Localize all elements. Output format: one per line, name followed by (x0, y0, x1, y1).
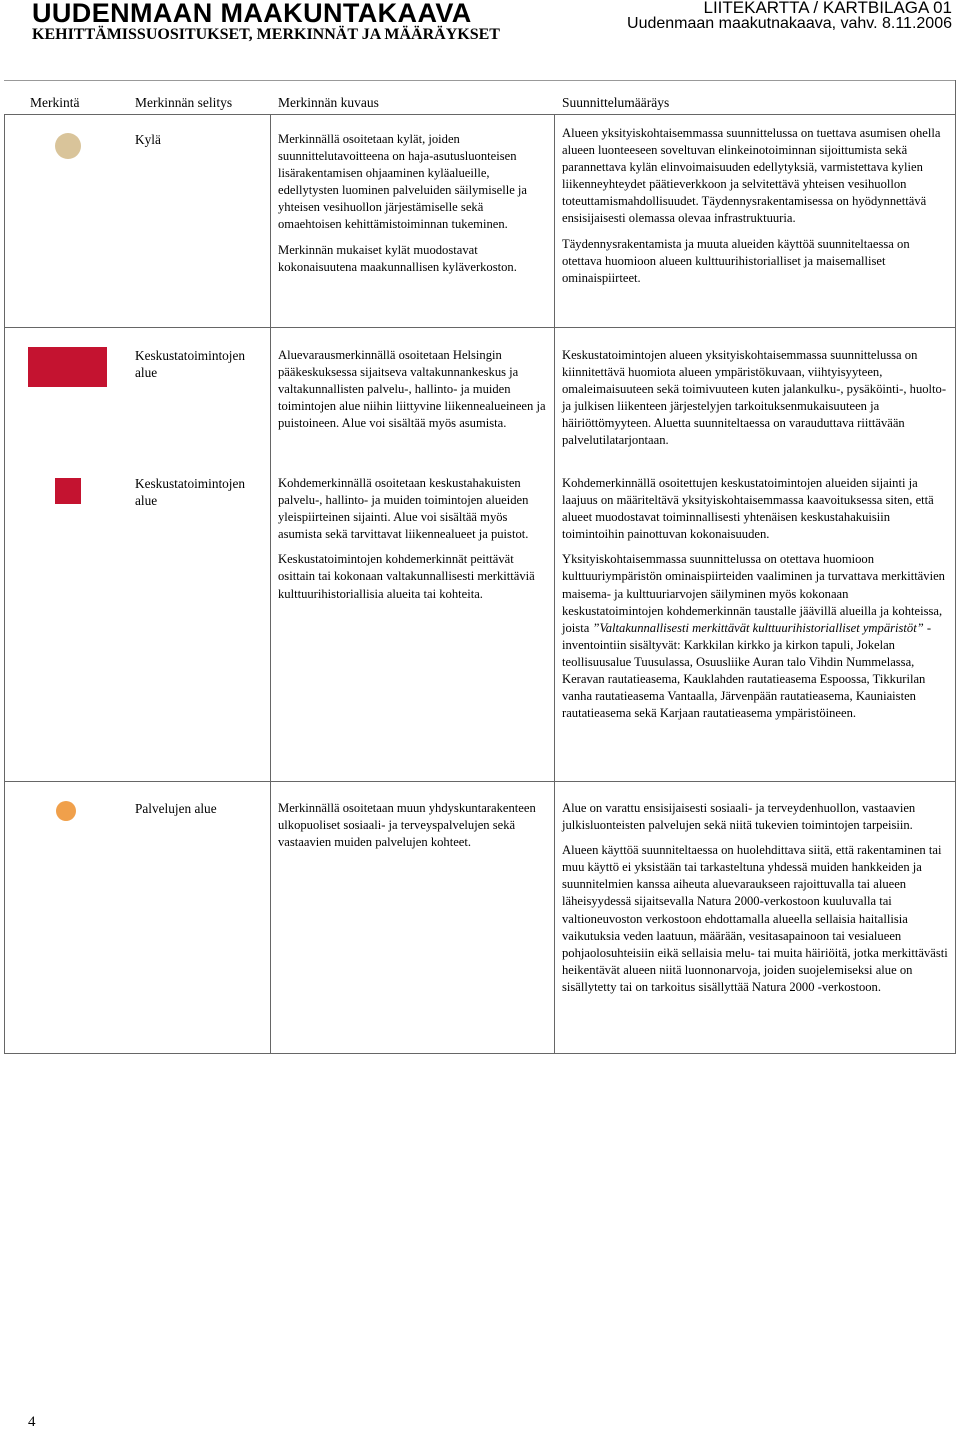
regulation-paragraph: Alueen käyttöä suunniteltaessa on huolehdittava siitä, että rakentaminen tai muu käyttö ei yksistään tai tarkasteltuna yhdessä muiden hankkeiden ja suunnitelmien kanssa aiheuta aluevaraukseen rajoittuvalla tai alueen läheisyydessä sijaitsevalla Natura 2000-verkostoon kuuluvalla tai valtioneuvoston verkostoon ehdottamalla alueella sellaisia haitallisia vaikutuksia veden laatuun, määrään, vesitasapainoon tai vesialueen pohjaolosuhteisiin eikä sellaisia melu- tai muita häiriöitä, jotka merkittävästi heikentävät alueen niitä luonnonarvoja, joiden suojelemiseksi alue on sisällytetty tai on tarkoitus sisällyttää Natura 2000 -verkostoon. (562, 843, 948, 994)
column-divider (4, 114, 5, 1054)
regulation-paragraph: Täydennysrakentamista ja muuta alueiden käyttöä suunniteltaessa on otettava huomioon alueen kulttuurihistorialliset ja maisemalliset ominaispiirteet. (562, 236, 910, 285)
village-symbol (55, 133, 81, 159)
table-bottom-border (4, 1053, 956, 1054)
central-functions-area-symbol (28, 347, 107, 387)
row-regulation-keskusta-area (562, 347, 948, 458)
description-paragraph: Merkinnällä osoitetaan muun yhdyskuntarakenteen ulkopuoliset sosiaali- ja terveyspalvelujen sekä vastaavien muiden palvelujen kohteet. (278, 801, 536, 850)
regulation-paragraph: Alue on varattu ensisijaisesti sosiaali- ja terveydenhuollon, vastaavien julkisluonteisten palvelujen sekä niitä tukevien toimintojen tarpeisiin. (562, 801, 916, 833)
document-title: UUDENMAAN MAAKUNTAKAAVA (32, 0, 472, 28)
regulation-paragraph: Alueen yksityiskohtaisemmassa suunnittelussa on tuettava asumisen ohella alueen luonteeseen soveltuvan elinkeinotoiminnan sijoittumista sekä parannettava kylän elinvoimaisuuden edellytyksiä, varmistettava kylien liikenneyhteydet päätieverkkoon ja selvitettävä yhteisen vesihuollon toteuttamismahdollisuudet. Täydennysrakentamisessa on hyödynnettävä ensisijaisesti olemassa olevaa infrastruktuuria. (562, 126, 941, 226)
column-divider (270, 114, 271, 1054)
row-regulation-palvelut (562, 800, 948, 1004)
row-description-kyla (278, 131, 550, 284)
description-paragraph: Kohdemerkinnällä osoitetaan keskustahakuisten palvelu-, hallinto- ja muiden toimintojen alueiden yleispiirteinen sijainti. Alue voi sisältää myös asumista sekä tarvittavat liikennealueet ja puistot. (278, 476, 529, 542)
page-number: 4 (28, 1414, 36, 1430)
column-header-maarays: Suunnittelumääräys (562, 95, 670, 110)
row-label-palvelut: Palvelujen alue (135, 801, 217, 816)
description-paragraph: Aluevarausmerkinnällä osoitetaan Helsingin pääkeskuksessa sijaitseva valtakunnankeskus ja valtakunnallisten palvelu-, hallinto- ja muiden toimintojen alue niihin liittyvine liikennealueineen ja puistoineen. Alue voi sisältää myös asumista. (278, 348, 546, 431)
regulation-paragraph: Keskustatoimintojen alueen yksityiskohtaisemmassa suunnittelussa on kiinnitettävä huomiota alueen ympäristökuvaan, viihtyisyyteen, omaleimaisuuteen sekä toimivuuteen kuten jalankulku-, pysäköinti-, huolto- ja julkisen liikenteen järjestelyjen tarkoituksenmukaisuuteen ja häiriöttömyyteen. Aluetta suunniteltaessa on varauduttava riittävään palvelutilatarjontaan. (562, 348, 947, 448)
regulation-italic-reference: ”Valtakunnallisesti merkittävät kulttuurihistorialliset ympäristöt” (592, 620, 924, 635)
central-functions-point-symbol (55, 478, 81, 504)
column-header-merkinta: Merkintä (30, 95, 80, 110)
regulation-text: - inventointiin sisältyvät: Karkkilan kirkko ja kirkon tapuli, Jokelan teollisuusalue Tuusulassa, Osuusliike Auran talo Vihdin Nummelassa, Keravan rautatieasema, Kauklahden rautatieasema Espoossa, Tikkurilan vanha rautatieasema Vantaalla, Järvenpään rautatieasema, Kauniaisten rautatieasema sekä Karjaan rautatieasema ympäristöineen. (562, 620, 932, 721)
table-top-border (4, 80, 956, 81)
row-divider (4, 781, 956, 782)
row-regulation-kyla (562, 125, 948, 295)
plan-reference: Uudenmaan maakutnakaava, vahv. 8.11.2006 (627, 15, 952, 32)
column-divider (554, 114, 555, 1054)
description-paragraph: Merkinnän mukaiset kylät muodostavat kokonaisuutena maakunnallisen kyläverkoston. (278, 242, 517, 274)
appendix-reference: LIITEKARTTA / KARTBILAGA 01 (703, 0, 952, 17)
row-label-keskusta-area: Keskustatoimintojen alue (135, 348, 246, 380)
column-divider (955, 80, 956, 1054)
header-underline (4, 114, 956, 115)
description-paragraph: Merkinnällä osoitetaan kylät, joiden suunnittelutavoitteena on haja-asutusluonteisen lisärakentamisen ohjaaminen kyläalueille, edellytysten luominen palveluiden säilymiselle ja yhteisen vesihuollon järjestämiselle sekä omaehtoisen kehittämistoiminnan tukeminen. (278, 132, 528, 232)
row-divider (4, 327, 956, 328)
row-description-keskusta-point (278, 475, 550, 611)
document-subtitle: KEHITTÄMISSUOSITUKSET, MERKINNÄT JA MÄÄRÄYKSET (32, 26, 500, 43)
row-label-keskusta-point: Keskustatoimintojen alue (135, 476, 246, 508)
regulation-paragraph: Kohdemerkinnällä osoitettujen keskustatoimintojen alueiden sijainti ja laajuus on määriteltävä yksityiskohtaisemmassa kaavoituksessa siten, että alueet muodostavat toiminnallisesti yhtenäisen keskustahakuisiin toimintoihin painottuvan kokonaisuuden. (562, 476, 934, 542)
column-header-selitys: Merkinnän selitys (135, 95, 233, 110)
services-area-symbol (56, 801, 76, 821)
row-label-kyla: Kylä (135, 132, 161, 147)
description-paragraph: Keskustatoimintojen kohdemerkinnät peittävät osittain tai kokonaan valtakunnallisesti merkittäviä kulttuurihistoriallisia alueita tai kohteita. (278, 552, 535, 601)
row-regulation-keskusta-point (562, 475, 952, 730)
regulation-text: Yksityiskohtaisemmassa suunnittelussa on otettava huomioon kulttuuriympäristön ominaispiirteiden vaaliminen ja turvattava merkittävien maisema- ja kulttuuriarvojen säilyminen myös kokonaan keskustatoimintojen kohdemerkinnän taustalle jäävillä alueilla ja kohteissa, joista (562, 552, 945, 635)
regulation-paragraph (562, 551, 952, 722)
row-description-palvelut (278, 800, 550, 859)
column-header-kuvaus: Merkinnän kuvaus (278, 95, 379, 110)
row-description-keskusta-area (278, 347, 550, 440)
